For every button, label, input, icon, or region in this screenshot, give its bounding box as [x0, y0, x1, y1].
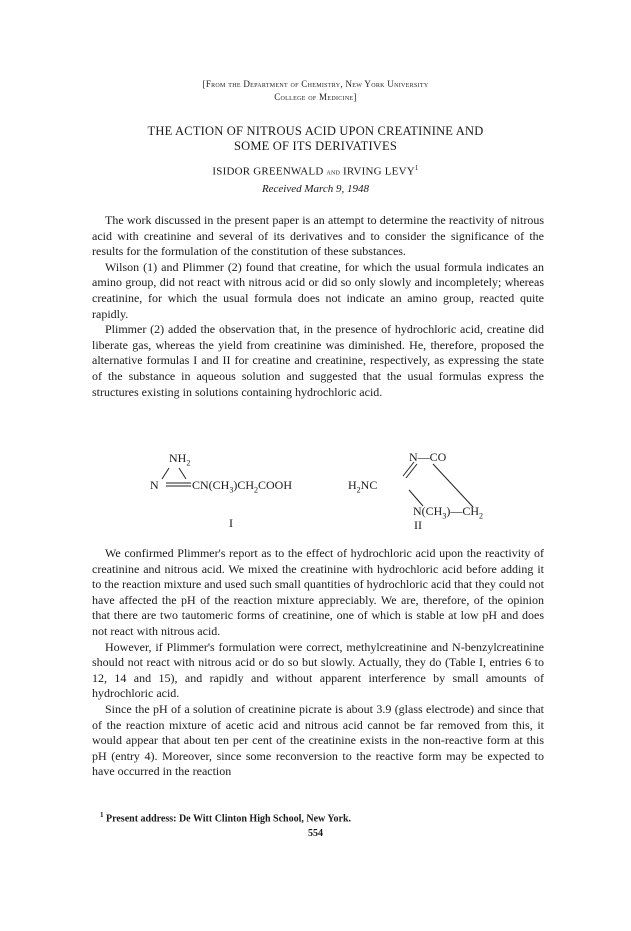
page-number: 554	[308, 828, 323, 839]
paragraph-5: However, if Plimmer's formulation were correct, methylcreatinine and N-benzylcreatinine should not react with nitrous acid or do so but slowly. Actually, they do (Table I, entries 6 to 12, 14 and 15), and rapidly and without apparent interference by small amounts of hydrochloric acid.	[92, 639, 544, 701]
authors	[0, 164, 631, 178]
formula-2-amino-carbon: $H_2NC$	[348, 478, 378, 495]
formula-bonds	[92, 449, 544, 541]
body-text-upper	[92, 213, 544, 400]
paragraph-1: The work discussed in the present paper is an attempt to determine the reactivity of nitrous acid with creatinine and several of its derivatives and to consider the significance of the results for the formulation of the constitution of these substances.	[92, 213, 544, 259]
paragraph-4: We confirmed Plimmer's report as to the effect of hydrochloric acid upon the reactivity of creatinine and nitrous acid. We mixed the creatinine with hydrochloric acid before adding it to the reaction mixture and used such small quantities of hydrochloric acid that they could not have affected the pH of the reaction mixture appreciably. We are, therefore, of the opinion that there are two tautomeric forms of creatinine, one of which is stable at low pH and does not react with nitrous acid.	[92, 546, 544, 638]
footnote-text: Present address: De Witt Clinton High School, New York.	[106, 813, 352, 825]
formula-2-ring-top: N—CO	[409, 450, 447, 464]
department-line-2: College of Medicine]	[274, 92, 357, 102]
footnote	[100, 811, 540, 824]
paragraph-3: Plimmer (2) added the observation that, in the presence of hydrochloric acid, creatine did liberate gas, whereas the yield from creatinine was diminished. He, therefore, proposed the alternative formulas I and II for creatine and creatinine, respectively, as expressing the state of the substance in aqueous solution and suggested that the usual formulas express the structures existing in solutions containing hydrochloric acid.	[92, 322, 544, 399]
formula-2-label: II	[414, 518, 422, 532]
formula-2-ring-bottom: $N(CH_3)—CH_2$	[413, 504, 484, 521]
formula-1-amino: $NH_2$	[169, 451, 191, 468]
author-2: IRVING LEVY	[342, 165, 415, 178]
formula-1-nitrogen: N	[150, 478, 159, 492]
department-line-1: [From the Department of Chemistry, New York University	[202, 79, 429, 89]
paragraph-6: Since the pH of a solution of creatinine picrate is about 3.9 (glass electrode) and since that of the reaction mixture of acetic acid and nitrous acid cannot be far removed from this, it would appear that about ten per cent of the creatinine exists in the non-reactive form at this pH (entry 4). Moreover, since some reconversion to the reactive form may be expected to have occurred in the reaction	[92, 701, 544, 779]
formula-1-label: I	[229, 516, 233, 530]
author-1: ISIDOR GREENWALD	[212, 165, 324, 178]
body-text-lower	[92, 546, 544, 780]
author-footnote-mark: 1	[414, 164, 419, 172]
article-title-line-1: THE ACTION OF NITROUS ACID UPON CREATININE AND	[147, 124, 484, 138]
structural-formulas	[92, 449, 544, 541]
paragraph-2: Wilson (1) and Plimmer (2) found that creatine, for which the usual formula indicates an amino group, did not react with nitrous acid or did so only slowly and incompletely; whereas creatinine, for which the usual formula does not indicate an amino group, reacted quite rapidly.	[92, 259, 544, 321]
received-date: Received March 9, 1948	[261, 183, 370, 195]
author-conjunction: and	[326, 166, 341, 177]
footnote-mark: 1	[100, 811, 104, 819]
article-title-line-2: SOME OF ITS DERIVATIVES	[233, 139, 398, 153]
formula-1-chain: $CN(CH_3)CH_2COOH$	[192, 478, 293, 495]
